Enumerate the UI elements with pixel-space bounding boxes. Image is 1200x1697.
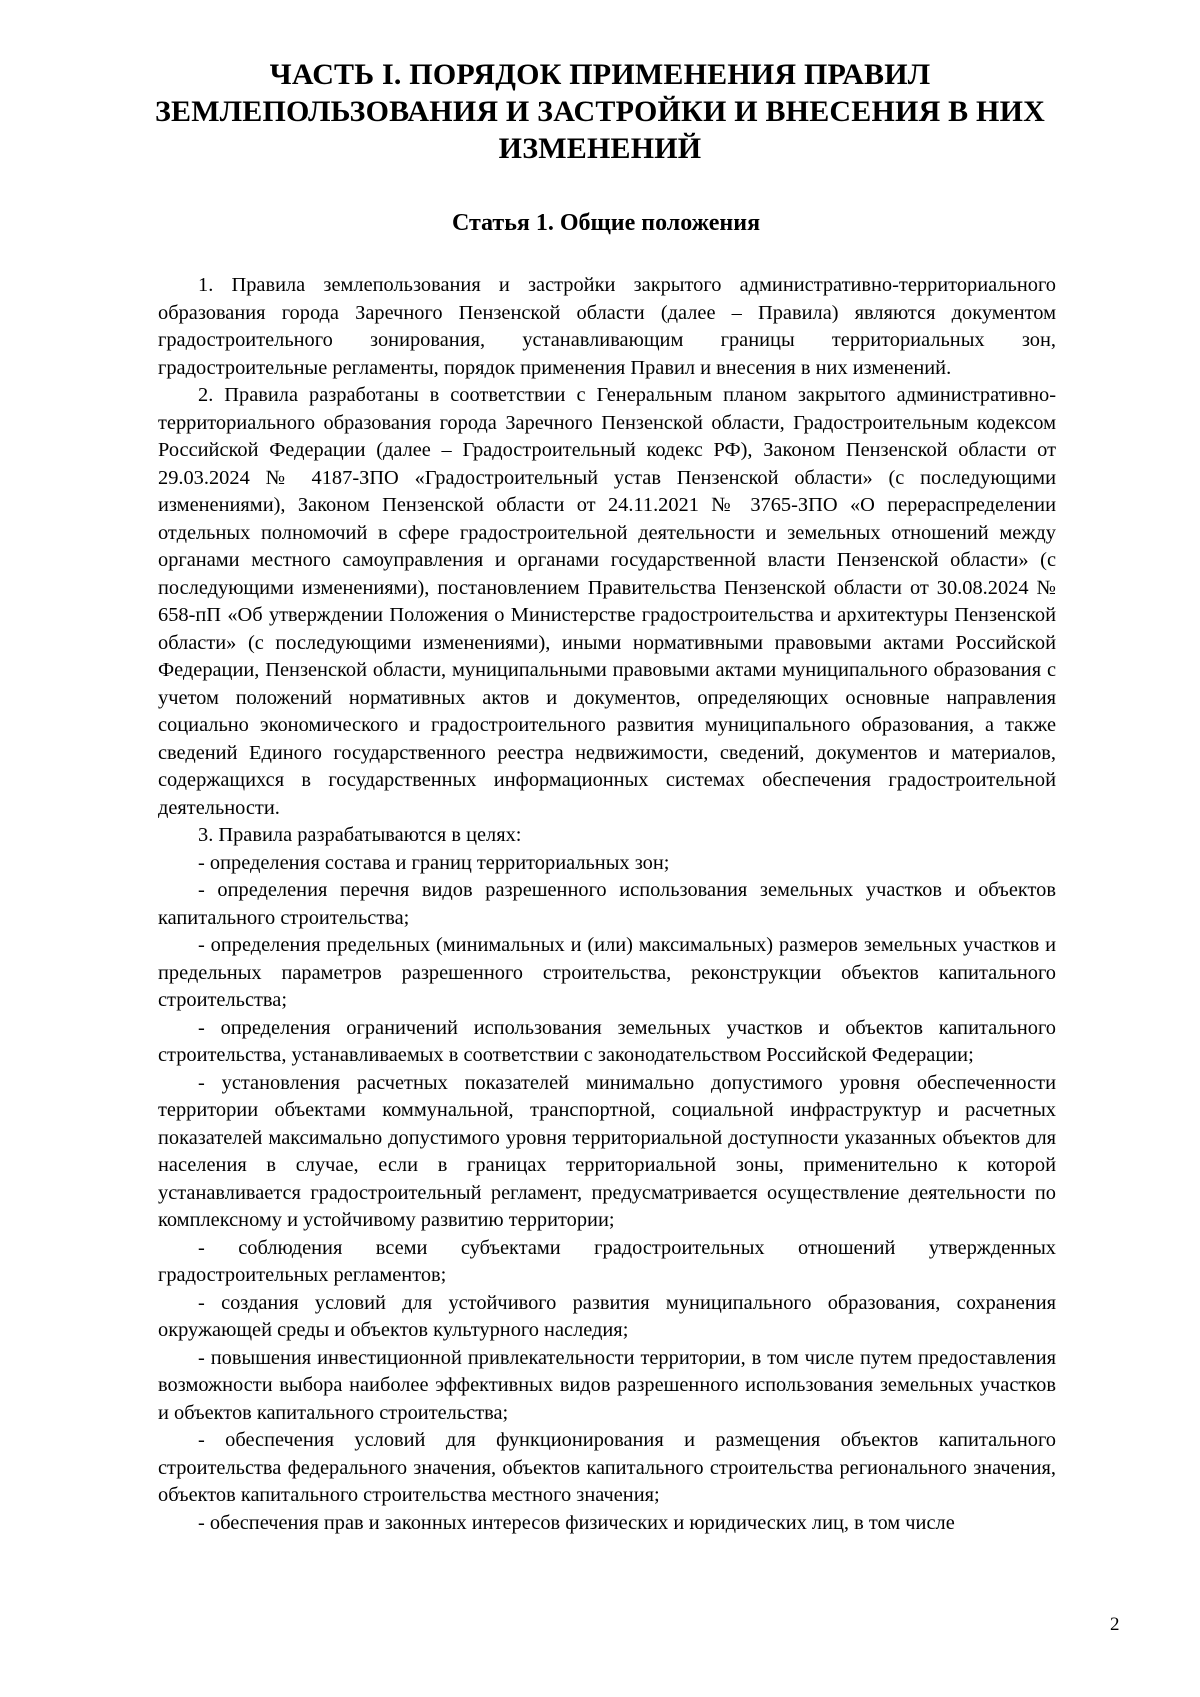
list-item-compliance: - соблюдения всеми субъектами градостроительных отношений утвержденных градостроительных регламентов; <box>158 1236 1056 1286</box>
list-item-limit-sizes: - определения предельных (минимальных и (или) максимальных) размеров земельных участков и предельных параметров разрешенного строительства, реконструкции объектов капитального строительства; <box>158 934 1056 1011</box>
list-item-indicators: - установления расчетных показателей минимально допустимого уровня обеспеченности территории объектами коммунальной, транспортной, социальной инфраструктур и расчетных показателей максимально допустимого уровня территориальной доступности указанных объектов для населения в случае, если в границах территориальной зоны, применительно к которой устанавливается градостроительный регламент, предусматривается осуществление деятельности по комплексному и устойчивому развитию территории; <box>158 1071 1056 1231</box>
page-number: 2 <box>1110 1614 1120 1635</box>
paragraph-1: 1. Правила землепользования и застройки закрытого административно-территориального образования города Заречного Пензенской области (далее – Правила) являются документом градостроительного зонирования, устанавливающим границы территориальных зон, градостроительные регламенты, порядок применения Правил и внесения в них изменений. <box>158 274 1056 379</box>
part-title: ЧАСТЬ I. ПОРЯДОК ПРИМЕНЕНИЯ ПРАВИЛ ЗЕМЛЕПОЛЬЗОВАНИЯ И ЗАСТРОЙКИ И ВНЕСЕНИЯ В НИХ ИЗМЕНЕНИЙ <box>154 58 1045 165</box>
list-item-rights: - обеспечения прав и законных интересов физических и юридических лиц, в том числе <box>198 1511 955 1534</box>
article-title: Статья 1. Общие положения <box>451 210 761 236</box>
list-item-capital-construction: - обеспечения условий для функционирования и размещения объектов капитального строительства федерального значения, объектов капитального строительства регионального значения, объектов капитального строительства местного значения; <box>158 1429 1056 1506</box>
list-item-restrictions: - определения ограничений использования земельных участков и объектов капитального строительства, устанавливаемых в соответствии с законодательством Российской Федерации; <box>158 1016 1056 1066</box>
list-item-permitted-uses: - определения перечня видов разрешенного использования земельных участков и объектов капитального строительства; <box>158 879 1056 929</box>
article-body <box>158 272 1056 1537</box>
list-item-investment: - повышения инвестиционной привлекательности территории, в том числе путем предоставления возможности выбора наиболее эффективных видов разрешенного использования земельных участков и объектов капитального строительства; <box>158 1346 1056 1424</box>
list-item-sustainable-development: - создания условий для устойчивого развития муниципального образования, сохранения окружающей среды и объектов культурного наследия; <box>158 1291 1056 1341</box>
paragraph-3: 3. Правила разрабатываются в целях: <box>198 824 522 846</box>
paragraph-2: 2. Правила разработаны в соответствии с Генеральным планом закрытого административно-территориального образования города Заречного Пензенской области, Градостроительным кодексом Российской Федерации (далее – Градостроительный кодекс РФ), Законом Пензенской области от 29.03.2024 № 4187-ЗПО «Градостроительный устав Пензенской области» (с последующими изменениями), Законом Пензенской области от 24.11.2021 № 3765-ЗПО «О перераспределении отдельных полномочий в сфере градостроительной деятельности и земельных отношений между органами местного самоуправления и органами государственной власти Пензенской области» (с последующими изменениями), постановлением Правительства Пензенской области от 30.08.2024 № 658-пП «Об утверждении Положения о Министерстве градостроительства и архитектуры Пензенской области» (с последующими изменениями), иными нормативными правовыми актами Российской Федерации, Пензенской области, муниципальными правовыми актами муниципального образования с учетом положений нормативных актов и документов, определяющих основные направления социально экономического и градостроительного развития муниципального образования, а также сведений Единого государственного реестра недвижимости, сведений, документов и материалов, содержащихся в государственных информационных системах обеспечения градостроительной деятельности. <box>158 384 1056 819</box>
list-item-zones: - определения состава и границ территориальных зон; <box>198 851 670 874</box>
